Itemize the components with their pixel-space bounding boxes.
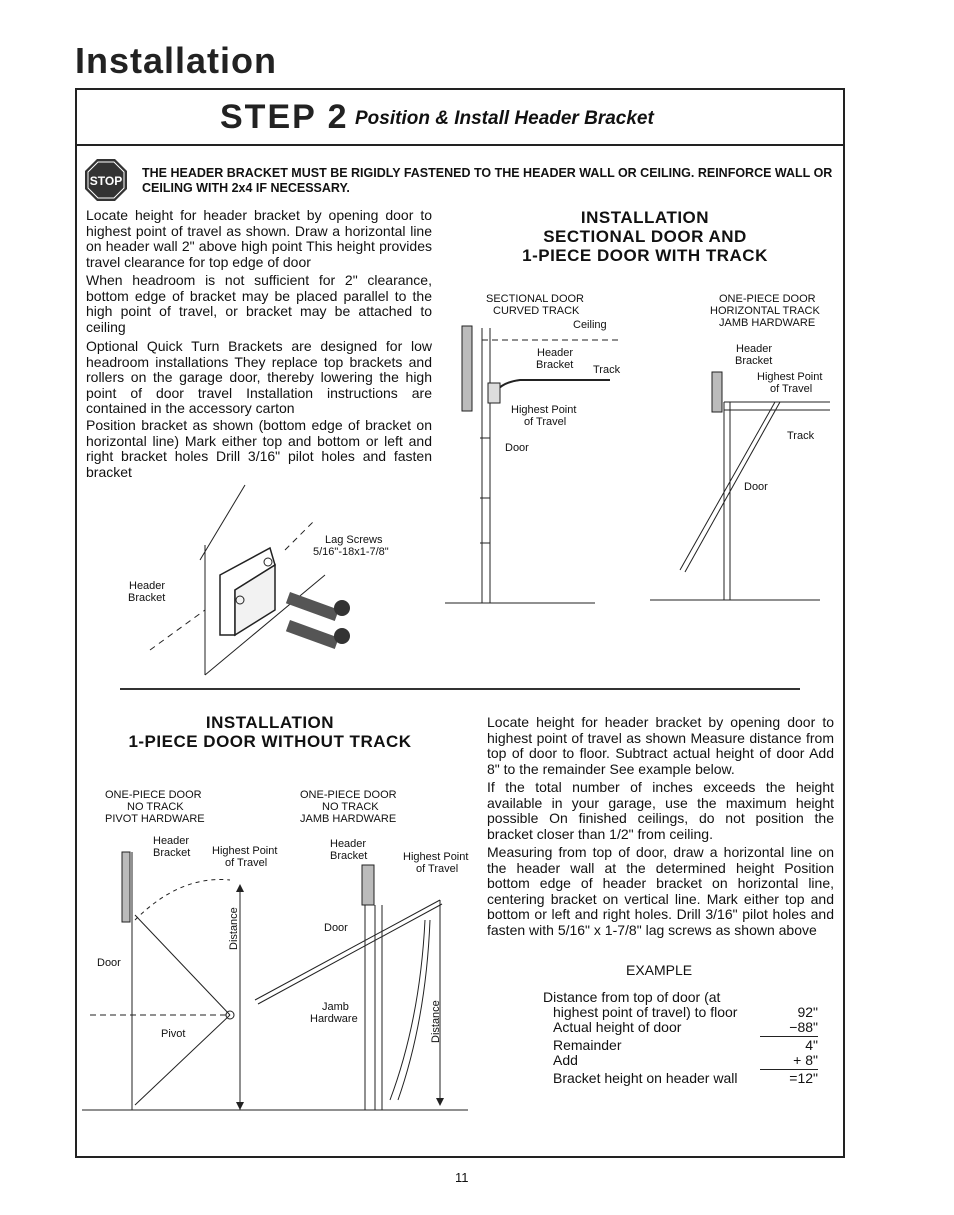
section2-heading: [100, 713, 440, 751]
section-divider: [120, 688, 800, 690]
left-paragraph-2: When headroom is not sufficient for 2" clearance, bottom edge of bracket may be placed parallel to the high point of travel, or bracket may be attached to ceiling: [86, 272, 432, 335]
example-row3-value: 4": [805, 1037, 818, 1053]
fig-a-ceiling-label: Ceiling: [573, 319, 607, 331]
fig-c-header-label: Header: [153, 835, 190, 847]
example-row1-label-a: Distance from top of door (at: [543, 989, 721, 1005]
fig-d-hardware-label: Hardware: [310, 1013, 358, 1025]
fig-a-highest-point-label: Highest Point: [511, 404, 577, 416]
example-row5-label: Bracket height on header wall: [553, 1070, 738, 1086]
step-subtitle: Position & Install Header Bracket: [355, 108, 654, 129]
left-paragraph-1: Locate height for header bracket by opening door to highest point of travel as shown. Draw a horizontal line on header wall 2" above high point This height provides travel clearance for top edge of door: [86, 207, 432, 270]
lag-screws-label: Lag Screws: [325, 534, 383, 546]
fig-a-bracket-label: Bracket: [536, 359, 574, 371]
fig-b-highest-point-label: Highest Point: [757, 371, 823, 383]
fig-b-of-travel-label: of Travel: [770, 383, 813, 395]
fig-b-header-label: Header: [736, 343, 773, 355]
section2-heading-line2: 1-PIECE DOOR WITHOUT TRACK: [128, 732, 412, 751]
stop-sign-text: STOP: [89, 174, 123, 188]
example-row1-label-b: highest point of travel) to floor: [553, 1004, 738, 1020]
example-row2-value: −88": [760, 1020, 818, 1037]
example-row1-value: 92": [797, 1004, 818, 1020]
fig-c-distance-label: Distance: [228, 907, 240, 950]
fig-a-door-label: Door: [505, 442, 529, 454]
fig-d-distance-label: Distance: [430, 1000, 442, 1043]
fig-c-bracket-label: Bracket: [153, 847, 191, 859]
fig-c-door-label: Door: [97, 957, 121, 969]
fig-d-of-travel-label: of Travel: [416, 863, 459, 875]
fig-b-door-label: Door: [744, 481, 768, 493]
left-paragraph-3: Optional Quick Turn Brackets are designed for low headroom installations They replace top brackets and rollers on the garage door, thereby lowering the high point of door travel Installation instructions are contained in the accessory carton: [86, 338, 432, 416]
right-paragraph-1: Locate height for header bracket by opening door to highest point of travel as shown Measure distance from top of door to floor. Subtract actual height of door Add 8" to the remainder See example below.: [487, 714, 834, 777]
section1-heading-line1: INSTALLATION: [580, 208, 710, 227]
bracket-bracket-label: Bracket: [128, 592, 166, 604]
fig-c-caption-2: NO TRACK: [127, 801, 184, 813]
fig-a-track-label: Track: [593, 364, 621, 376]
fig-a-caption-2: CURVED TRACK: [493, 305, 580, 317]
section1-heading-line3: 1-PIECE DOOR WITH TRACK: [522, 246, 768, 265]
example-row2-label: Actual height of door: [553, 1019, 682, 1035]
fig-a-of-travel-label: of Travel: [524, 416, 567, 428]
example-row4-label: Add: [553, 1052, 578, 1068]
fig-b-track-label: Track: [787, 430, 815, 442]
section1-heading: [470, 208, 820, 265]
example-row3-label: Remainder: [553, 1037, 622, 1053]
step-number: STEP 2: [220, 98, 349, 136]
fig-c-caption-3: PIVOT HARDWARE: [105, 813, 205, 825]
fig-d-caption-1: ONE-PIECE DOOR: [300, 789, 397, 801]
stop-sign-icon: [84, 158, 128, 202]
page-title: Installation: [75, 40, 278, 81]
bracket-header-label: Header: [129, 580, 166, 592]
right-paragraph-2: If the total number of inches exceeds the height available in your garage, use the maximum height possible On finished ceilings, do not position the bracket closer than 1/2" from ceiling.: [487, 779, 834, 842]
fig-c-highest-point-label: Highest Point: [212, 845, 278, 857]
section2-heading-line1: INSTALLATION: [205, 713, 335, 732]
fig-d-door-label: Door: [324, 922, 348, 934]
fig-d-caption-3: JAMB HARDWARE: [300, 813, 397, 825]
fig-b-caption-1: ONE-PIECE DOOR: [719, 293, 816, 305]
fig-d-jamb-label: Jamb: [322, 1001, 349, 1013]
fig-a-caption-1: SECTIONAL DOOR: [486, 293, 584, 305]
fig-d-highest-point-label: Highest Point: [403, 851, 469, 863]
fig-c-caption-1: ONE-PIECE DOOR: [105, 789, 202, 801]
right-paragraph-3: Measuring from top of door, draw a horizontal line on the header wall at the determined height Position bottom edge of header bracket on horizontal line, centering bracket on vertical line. Mark either top and bottom or left and right holes. Drill 3/16" pilot holes and fasten with 5/16" x 1-7/8" lag screws as shown above: [487, 844, 834, 938]
fig-a-header-label: Header: [537, 347, 574, 359]
fig-b-caption-2: HORIZONTAL TRACK: [710, 305, 820, 317]
page-number: 11: [455, 1170, 469, 1185]
lag-size-label: 5/16"-18x1-7/8": [313, 546, 389, 558]
fig-b-caption-3: JAMB HARDWARE: [719, 317, 816, 329]
example-row4-value: + 8": [760, 1053, 818, 1070]
warning-text: THE HEADER BRACKET MUST BE RIGIDLY FASTENED TO THE HEADER WALL OR CEILING. REINFORCE WALL OR CEILING WITH 2x4 IF NECESSARY.: [142, 166, 833, 195]
fig-d-diagram: [250, 860, 470, 1112]
fig-d-header-label: Header: [330, 838, 367, 850]
fig-b-diagram: [640, 360, 840, 610]
section1-heading-line2: SECTIONAL DOOR AND: [543, 227, 747, 246]
fig-d-caption-2: NO TRACK: [322, 801, 379, 813]
fig-c-of-travel-label: of Travel: [225, 857, 268, 869]
fig-d-bracket-label: Bracket: [330, 850, 368, 862]
left-paragraph-4: Position bracket as shown (bottom edge of bracket on horizontal line) Mark either top and bottom or left and right bracket holes Drill 3/16" pilot holes and fasten bracket: [86, 417, 432, 480]
example-heading: EXAMPLE: [626, 962, 693, 978]
fig-c-pivot-label: Pivot: [161, 1028, 186, 1040]
fig-b-bracket-label: Bracket: [735, 355, 773, 367]
example-row5-value: =12": [789, 1070, 818, 1086]
